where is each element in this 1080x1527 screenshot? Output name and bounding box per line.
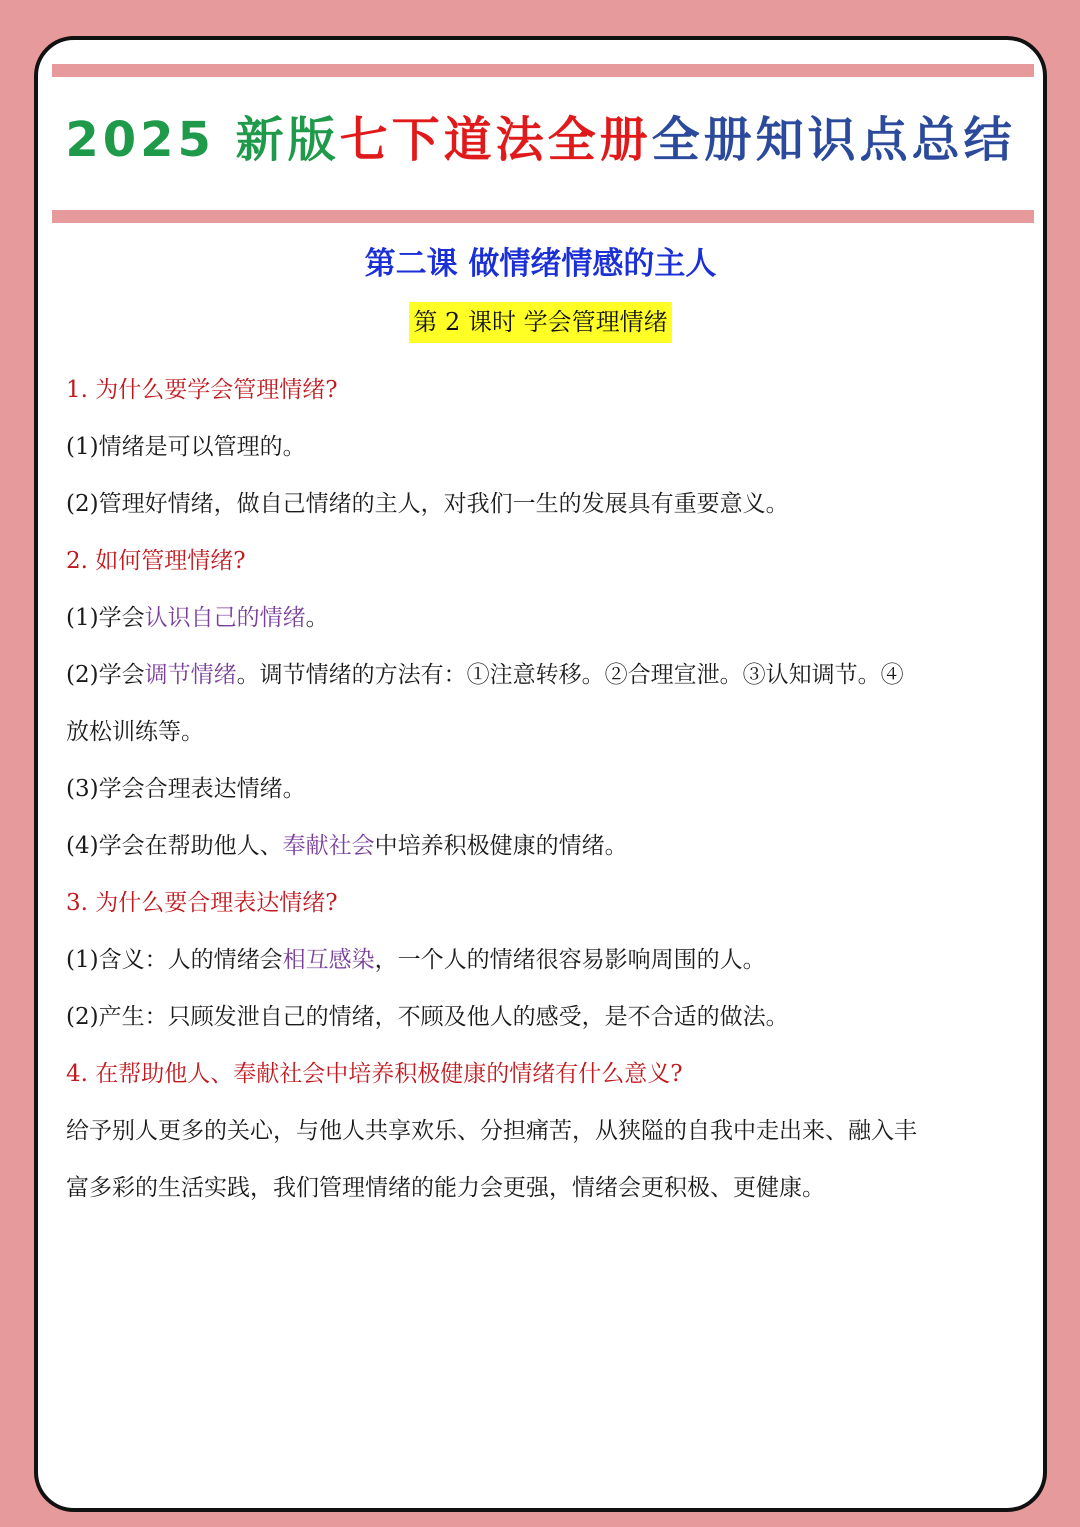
section-line [66,932,1018,989]
line-text: (4)学会在帮助他人、 [66,833,283,859]
section-line [66,989,1018,1046]
line-text: 中培养积极健康的情绪。 [374,833,628,859]
section-question: 2. 如何管理情绪? [66,548,246,574]
section-line [66,818,1018,875]
subtitle-wrap [38,302,1043,343]
line-text: 给予别人更多的关心，与他人共享欢乐、分担痛苦，从狭隘的自我中走出来、融入丰 [66,1118,917,1144]
title-part: 全册知识点总结 [651,112,1016,168]
line-text: (1)情绪是可以管理的。 [66,434,306,460]
section-question: 1. 为什么要学会管理情绪? [66,377,338,403]
title-part: 2025 [65,112,236,168]
line-text: 放松训练等。 [66,719,204,745]
line-text: (2)产生：只顾发泄自己的情绪，不顾及他人的感受，是不合适的做法。 [66,1004,789,1030]
section-line [66,704,1018,761]
section-line [66,761,1018,818]
line-text: 富多彩的生活实践，我们管理情绪的能力会更强，情绪会更积极、更健康。 [66,1175,825,1201]
line-text: 。 [305,605,329,631]
section-question: 4. 在帮助他人、奉献社会中培养积极健康的情绪有什么意义? [66,1061,683,1087]
lesson-title: 第二课 做情绪情感的主人 [364,246,717,282]
top-divider [52,64,1034,77]
highlight-text: 相互感染 [282,947,375,973]
content-body [66,362,1018,1217]
highlight-text: 奉献社会 [282,833,375,859]
document-card [34,36,1047,1512]
line-text: (2)管理好情绪，做自己情绪的主人，对我们一生的发展具有重要意义。 [66,491,789,517]
section-line [66,647,1018,704]
lesson-subtitle: 第 2 课时 学会管理情绪 [409,302,671,343]
page-title [38,112,1043,170]
title-part: 新版 [235,112,340,168]
line-text: ，一个人的情绪很容易影响周围的人。 [374,947,766,973]
section-line [66,419,1018,476]
line-text: 。调节情绪的方法有：①注意转移。②合理宣泄。③认知调节。④ [236,662,904,688]
highlight-text: 认识自己的情绪 [144,605,306,631]
line-text: (2)学会 [66,662,145,688]
section-line [66,590,1018,647]
section-question: 3. 为什么要合理表达情绪? [66,890,338,916]
line-text: (1)学会 [66,605,145,631]
section-line [66,1160,1018,1217]
section-line [66,476,1018,533]
line-text: (3)学会合理表达情绪。 [66,776,306,802]
title-part: 七下道法全册 [339,112,652,168]
line-text: (1)含义：人的情绪会 [66,947,283,973]
bottom-divider [52,210,1034,223]
section-line [66,1103,1018,1160]
highlight-text: 调节情绪 [144,662,237,688]
